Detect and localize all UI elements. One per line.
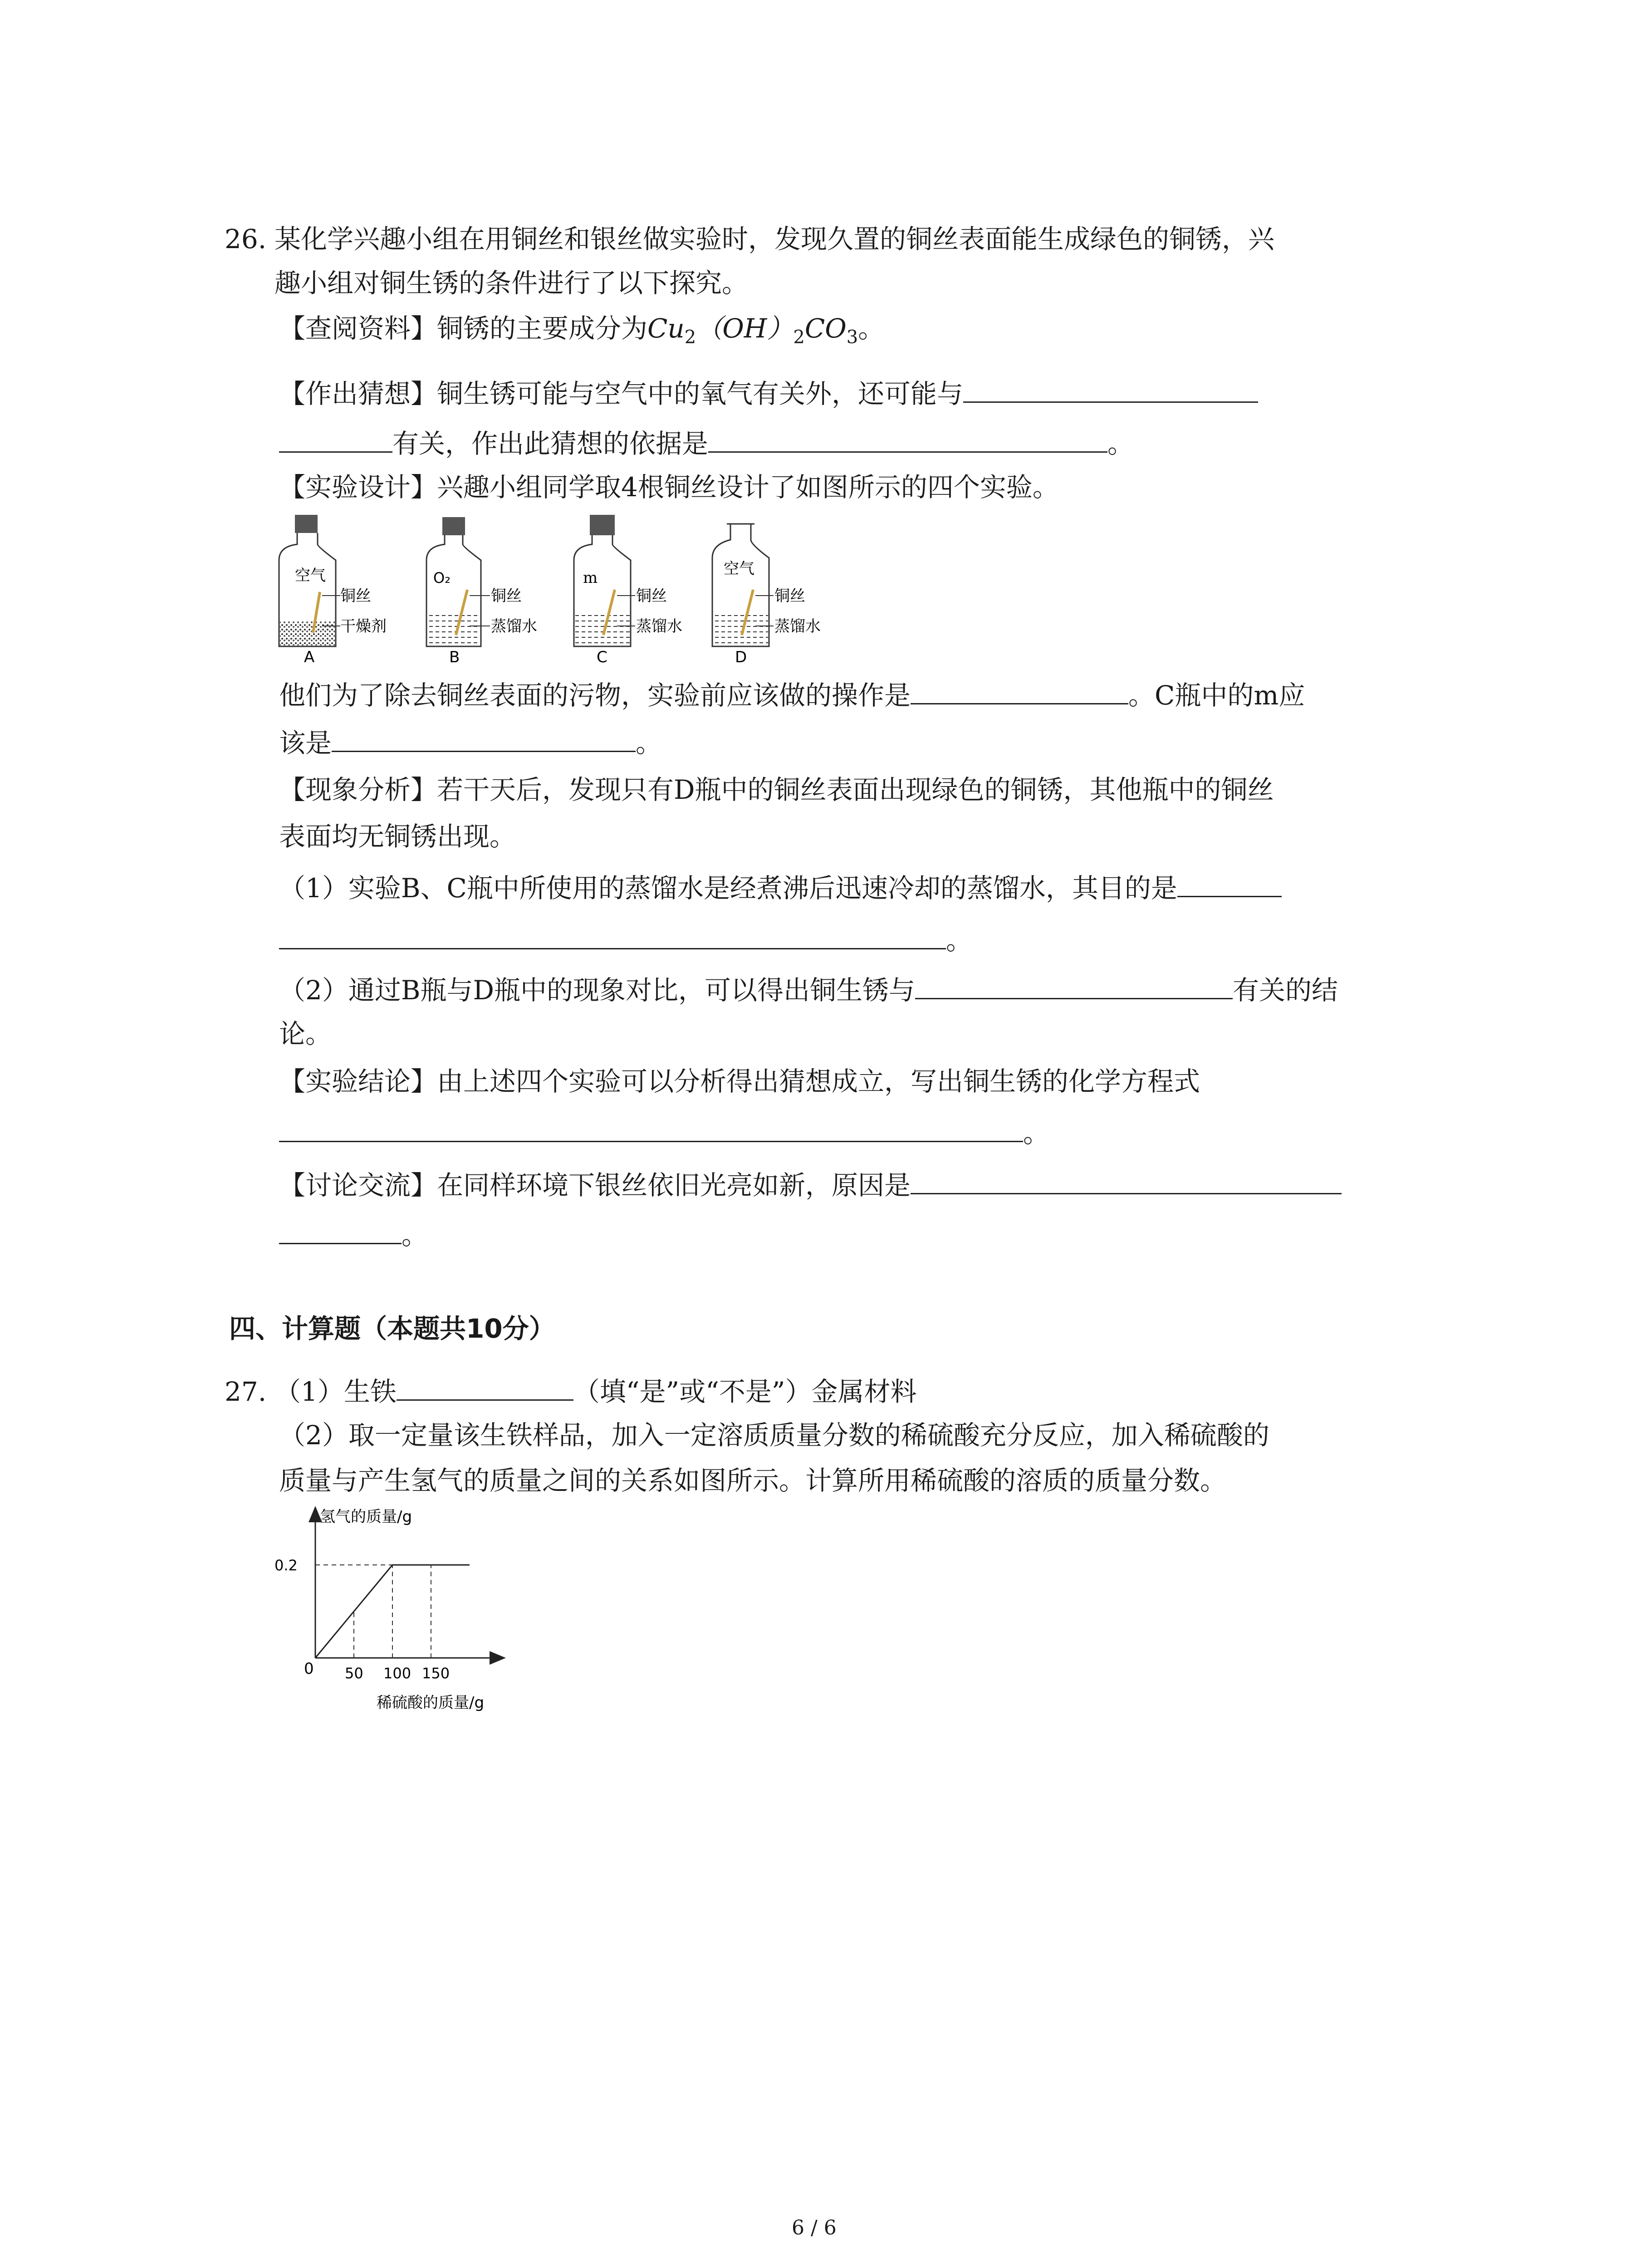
bottle-d-gas-label: 空气: [724, 560, 754, 578]
q27-line3: 质量与产生氢气的质量之间的关系如图所示。计算所用稀硫酸的溶质的质量分数。: [279, 1465, 1227, 1496]
bottle-b-gas-label: O₂: [433, 569, 451, 587]
sub2-blank[interactable]: [915, 975, 1233, 999]
lookup-line: 【查阅资料】铜锈的主要成分为$Cu_2(OH)_2CO_3$。: [279, 313, 885, 348]
operation-line1: 他们为了除去铜丝表面的污物，实验前应该做的操作是 。C瓶中的m应: [279, 680, 1305, 711]
bottle-c-letter: C: [597, 648, 607, 666]
q27-p1-blank[interactable]: [397, 1377, 573, 1401]
bottle-b-cap: [442, 517, 465, 535]
hydrogen-series-line: [315, 1565, 470, 1658]
discussion-line: 【讨论交流】在同样环境下银丝依旧光亮如新，原因是: [279, 1170, 1342, 1198]
bottle-a-desiccant: [280, 621, 335, 645]
bottle-d-letter: D: [735, 648, 747, 666]
bottle-b-copper-label: 铜丝: [491, 587, 522, 605]
design-line: 【实验设计】兴趣小组同学取4根铜丝设计了如图所示的四个实验。: [279, 472, 1059, 503]
bottle-b-water: [427, 615, 480, 645]
x-tick-label-50: 50: [345, 1665, 363, 1682]
bottle-b: [426, 517, 537, 666]
bottle-a-copper-label: 铜丝: [340, 587, 371, 605]
q27-line1: 27. （1）生铁 （填“是”或“不是”）金属材料: [225, 1376, 917, 1407]
guess-answer-blank[interactable]: [963, 379, 1258, 403]
phenomenon-line2: 表面均无铜锈出现。: [279, 821, 516, 852]
operation-line2: 该是 。: [279, 728, 662, 758]
phenomenon-line1: 【现象分析】若干天后，发现只有D瓶中的铜丝表面出现绿色的铜锈，其他瓶中的铜丝: [279, 774, 1274, 805]
c-bottle-m-blank[interactable]: [332, 728, 636, 752]
bottle-a-desiccant-label: 干燥剂: [340, 617, 387, 635]
bottle-c: [574, 515, 682, 666]
guess-answer-blank-cont[interactable]: [279, 429, 392, 453]
conclusion-line: 【实验结论】由上述四个实验可以分析得出猜想成立，写出铜生锈的化学方程式: [279, 1066, 1200, 1097]
bottle-a-gas-label: 空气: [295, 567, 326, 585]
discussion-line2: 。: [279, 1220, 428, 1248]
bottle-a: [279, 515, 387, 666]
q26-intro-line1: 26. 某化学兴趣小组在用铜丝和银丝做实验时，发现久置的铜丝表面能生成绿色的铜锈，兴: [225, 224, 1275, 254]
q26-number: 26.: [225, 224, 267, 254]
q27-number: 27.: [225, 1376, 267, 1407]
y-tick-label-0.2: 0.2: [274, 1557, 298, 1574]
hydrogen-chart: [272, 1501, 526, 1719]
bottle-b-water-label: 蒸馏水: [491, 617, 537, 635]
sub2-line: （2）通过B瓶与D瓶中的现象对比，可以得出铜生锈与 有关的结: [279, 975, 1338, 1006]
sub1-blank-cont[interactable]: [279, 925, 946, 949]
bottle-b-letter: B: [449, 648, 460, 666]
bottle-c-gas-label: m: [583, 569, 598, 587]
bottle-d: [712, 524, 821, 666]
discussion-blank[interactable]: [911, 1170, 1342, 1194]
bottle-d-copper-label: 铜丝: [774, 587, 805, 605]
bottle-c-water: [575, 615, 630, 645]
x-axis-label: 稀硫酸的质量/g: [377, 1694, 485, 1712]
bottle-a-cap: [295, 515, 318, 533]
section-4-title: 四、计算题（本题共10分）: [229, 1313, 555, 1344]
bottles-figure: [277, 515, 876, 669]
sub1-line: （1）实验B、C瓶中所使用的蒸馏水是经煮沸后迅速冷却的蒸馏水，其目的是: [279, 873, 1282, 901]
conclusion-line2: 。: [279, 1118, 1049, 1146]
guess-line1: 【作出猜想】铜生锈可能与空气中的氧气有关外，还可能与: [279, 379, 1258, 407]
guess-line2: 有关，作出此猜想的依据是 。: [279, 429, 1134, 457]
bottle-d-water-label: 蒸馏水: [774, 617, 821, 635]
y-axis-label: 氢气的质量/g: [320, 1508, 412, 1526]
sub2-line2: 论。: [279, 1018, 332, 1049]
bottle-d-water: [713, 615, 768, 645]
x-tick-label-150: 150: [422, 1665, 450, 1682]
sub1-blank[interactable]: [1177, 873, 1282, 897]
origin-label: 0: [304, 1660, 314, 1678]
discussion-blank-cont[interactable]: [279, 1220, 402, 1244]
x-tick-label-100: 100: [383, 1665, 411, 1682]
equation-blank[interactable]: [279, 1118, 1023, 1142]
bottle-c-water-label: 蒸馏水: [636, 617, 682, 635]
guess-basis-blank[interactable]: [708, 429, 1107, 453]
bottle-a-letter: A: [304, 648, 315, 666]
q26-intro-line2: 趣小组对铜生锈的条件进行了以下探究。: [274, 268, 749, 298]
q27-line2: （2）取一定量该生铁样品，加入一定溶质质量分数的稀硫酸充分反应，加入稀硫酸的: [279, 1420, 1269, 1451]
sub1-line2: 。: [279, 925, 972, 953]
operation-blank[interactable]: [911, 680, 1128, 704]
page-number: 6 / 6: [792, 2216, 837, 2239]
bottle-c-copper-label: 铜丝: [636, 587, 667, 605]
bottle-c-cap: [590, 515, 615, 535]
